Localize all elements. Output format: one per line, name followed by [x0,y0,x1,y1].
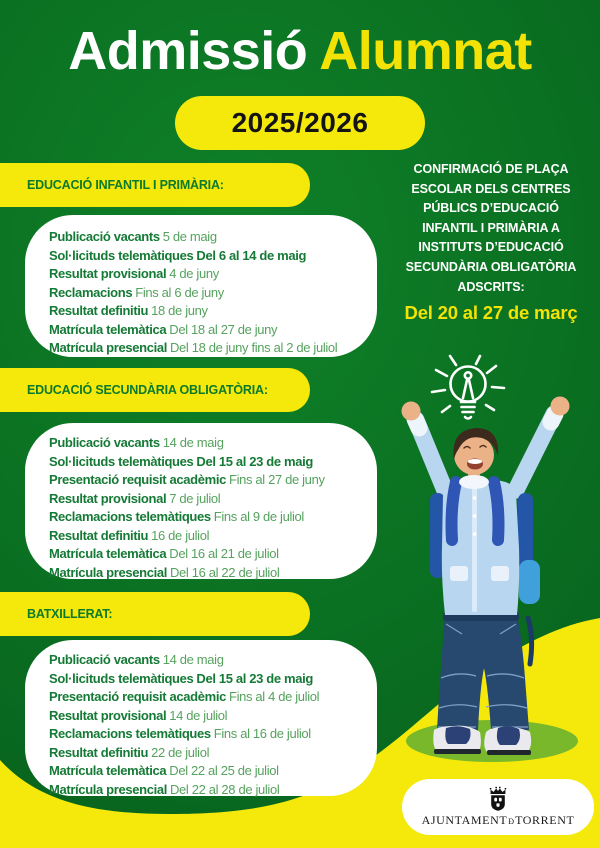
section-header-label: EDUCACIÓ INFANTIL I PRIMÀRIA: [27,178,224,192]
row-value: 5 de maig [162,229,217,244]
confirmation-line: ADSCRITS: [457,279,525,294]
schedule-card-batxillerat [25,640,377,796]
row-value: Del 18 de juny fins al 2 de juliol [170,340,338,355]
year-badge: 2025/2026 [175,96,425,150]
confirmation-line: INSTITUTS D’EDUCACIÓ [418,240,564,255]
row-label: Presentació requisit acadèmic [49,689,226,704]
row-value: Del 16 al 21 de juliol [169,546,279,561]
title-word-alumnat: Alumnat [319,21,532,81]
row-label: Matrícula telemàtica [49,321,167,337]
schedule-row [49,688,359,707]
row-value: Del 6 al 14 de maig [196,247,307,263]
schedule-row [49,490,359,509]
schedule-row [49,453,359,472]
row-label: Resultat definitiu [49,527,149,543]
schedule-row [49,508,359,527]
row-label: Publicació vacants [49,229,160,244]
row-label: Matrícula telemàtica [49,546,167,561]
row-label: Matrícula presencial [49,564,167,580]
row-label: Reclamacions [49,284,133,300]
confirmation-dates: Del 20 al 27 de març [404,302,578,323]
row-value: 22 de juliol [151,744,210,760]
logo-text-ajuntament: AJUNTAMENT [421,813,508,827]
schedule-row [49,228,359,247]
row-value: Fins al 9 de juliol [213,509,304,524]
confirmation-text [383,160,599,297]
schedule-row [49,781,359,800]
row-label: Resultat provisional [49,266,167,281]
row-value: Fins al 27 de juny [229,472,325,487]
schedule-row [49,707,359,726]
confirmation-line: ESCOLAR DELS CENTRES [411,181,571,196]
row-label: Sol·licituds telemàtiques [49,670,194,686]
section-header-label: BATXILLERAT: [27,607,113,621]
row-value: 14 de juliol [169,707,228,723]
row-value: Fins al 16 de juliol [213,726,311,741]
section-header-infantil-primaria [0,163,310,207]
row-label: Resultat definitiu [49,744,149,760]
schedule-row [49,302,359,321]
schedule-row [49,265,359,284]
schedule-row [49,434,359,453]
row-value: Del 18 al 27 de juny [169,321,278,337]
schedule-row [49,545,359,564]
confirmation-line: PÚBLICS D’EDUCACIÓ [423,201,559,216]
torrent-crest-icon [483,786,513,812]
schedule-row [49,247,359,266]
row-label: Matrícula presencial [49,340,167,355]
row-value: 4 de juny [169,266,219,281]
title-word-admissio: Admissió [68,21,308,81]
row-label: Sol·licituds telemàtiques [49,247,194,263]
logo-text-torrent: TORRENT [515,813,575,827]
row-label: Presentació requisit acadèmic [49,472,226,487]
row-label: Publicació vacants [49,652,160,667]
section-header-secundaria [0,368,310,412]
row-value: Del 15 al 23 de maig [196,670,313,686]
row-value: 16 de juliol [151,527,210,543]
row-value: 18 de juny [151,303,208,318]
schedule-row [49,471,359,490]
schedule-row [49,725,359,744]
row-label: Matrícula presencial [49,781,167,797]
schedule-row [49,564,359,583]
logo-text-de: Đ [508,817,515,826]
row-value: Del 15 al 23 de maig [196,453,313,469]
row-value: 14 de maig [162,652,224,667]
row-label: Resultat provisional [49,490,167,506]
schedule-row [49,762,359,781]
row-value: 14 de maig [162,435,224,450]
row-label: Resultat provisional [49,707,167,723]
footer-logo-pill [402,779,594,835]
schedule-row [49,321,359,340]
confirmation-line: SECUNDÀRIA OBLIGATÒRIA [405,259,577,274]
schedule-card-infantil-primaria [25,215,377,357]
poster-title [0,22,600,81]
row-value: Fins al 6 de juny [135,284,224,300]
row-value: 7 de juliol [169,490,221,506]
row-label: Resultat definitiu [49,303,149,318]
row-value: Del 16 al 22 de juliol [170,564,280,580]
confirmation-line: INFANTIL I PRIMÀRIA A [422,220,560,235]
student-photo [388,378,600,770]
row-label: Publicació vacants [49,435,160,450]
row-label: Reclamacions telemàtiques [49,509,211,524]
row-label: Sol·licituds telemàtiques [49,453,194,469]
row-value: Del 22 al 25 de juliol [169,763,279,778]
section-header-label: EDUCACIÓ SECUNDÀRIA OBLIGATÒRIA: [27,383,268,397]
schedule-row [49,744,359,763]
schedule-row [49,651,359,670]
row-label: Matrícula telemàtica [49,763,167,778]
row-label: Reclamacions telemàtiques [49,726,211,741]
schedule-row [49,670,359,689]
schedule-card-secundaria [25,423,377,579]
logo-text [422,813,575,828]
schedule-row [49,527,359,546]
schedule-row [49,339,359,358]
row-value: Del 22 al 28 de juliol [170,781,280,797]
confirmation-line: CONFIRMACIÓ DE PLAÇA [413,162,569,176]
section-header-batxillerat [0,592,310,636]
row-value: Fins al 4 de juliol [229,689,320,704]
schedule-row [49,284,359,303]
